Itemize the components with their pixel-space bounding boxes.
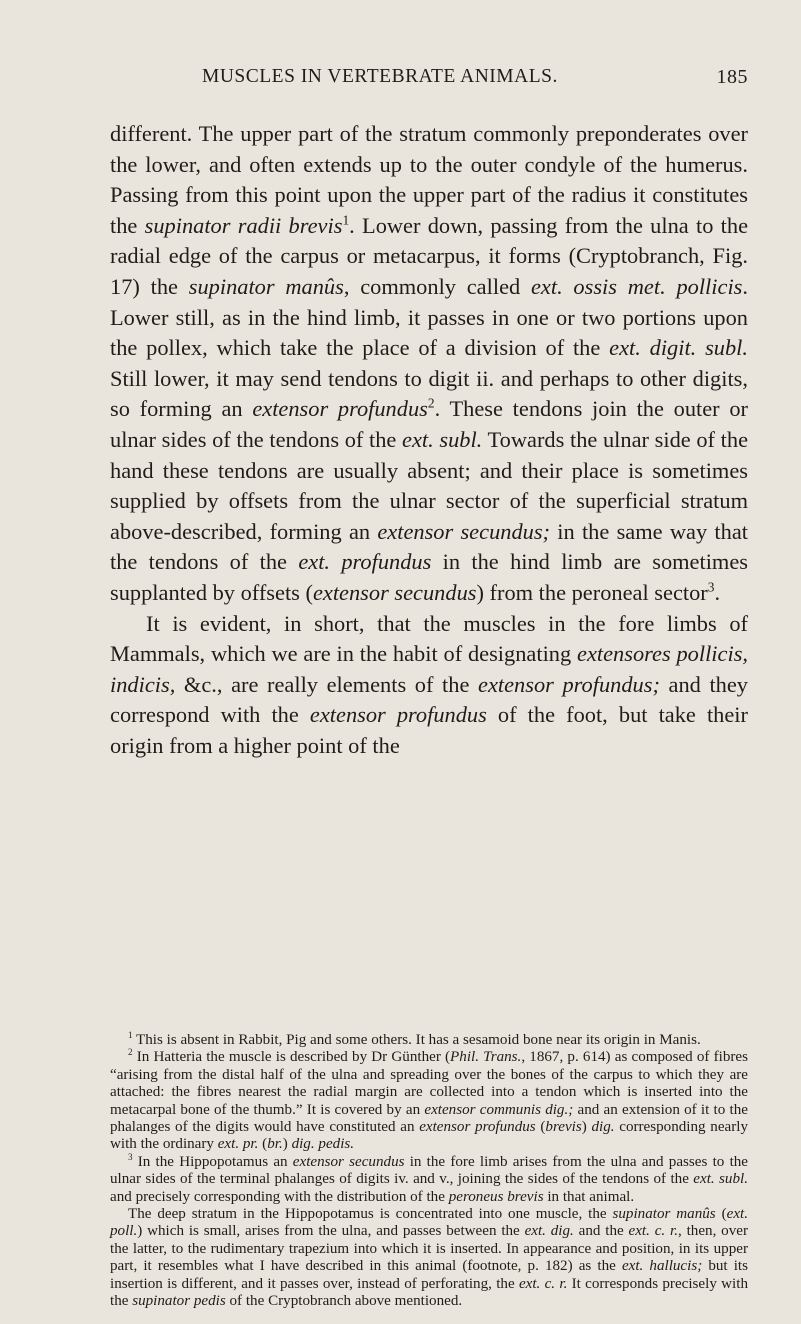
text-run: (	[258, 1136, 268, 1153]
italic-term: br.	[267, 1136, 283, 1153]
italic-term: dig. pedis.	[291, 1136, 355, 1153]
text-run: and an extension of it to the phalanges of the digits would have constituted an	[110, 1101, 748, 1136]
text-run: In Hatteria the muscle is described by Dr Günther (	[132, 1049, 451, 1066]
footnote-marker: 1	[128, 1029, 133, 1040]
footnote	[110, 1151, 749, 1206]
text-run: (	[715, 1206, 727, 1223]
text-run: It corresponds precisely with the	[110, 1275, 748, 1310]
footnote	[110, 1206, 748, 1310]
italic-term: ext. c. r.	[628, 1223, 678, 1240]
italic-term: ext. subl.	[402, 426, 483, 452]
text-run: (	[535, 1119, 546, 1136]
italic-term: extensor communis dig.;	[424, 1101, 574, 1118]
text-run: in the same way that the tendons of the	[110, 518, 748, 575]
text-run: but its insertion is different, and it passes over, instead of perforating, the	[110, 1258, 748, 1292]
italic-term: extensor secundus	[292, 1153, 405, 1170]
italic-term: supinator manûs	[612, 1206, 716, 1223]
italic-term: extensor profundus	[252, 396, 428, 422]
text-run: . Lower down, passing from the ulna to the radial edge of the carpus or metacarpus, it forms (Cryptobranch, Fig. 17) the	[110, 212, 749, 299]
running-title: MUSCLES IN VERTEBRATE ANIMALS.	[202, 66, 558, 87]
italic-term: ext. subl.	[693, 1171, 748, 1188]
footnote	[110, 1049, 748, 1153]
text-run: different. The upper part of the stratum commonly preponderates over the lower, and often extends up to the outer condyle of the humerus. Passing from this point upon the upper part of the radius it constitutes the	[110, 121, 748, 238]
text-run: In the Hippopotamus an	[132, 1153, 293, 1170]
text-run: Still lower, it may send tendons to digit ii. and perhaps to other digits, so forming an	[110, 365, 748, 422]
text-run: &c., are really elements of the	[175, 671, 478, 697]
italic-term: extensor secundus;	[377, 518, 551, 544]
text-run: Towards the ulnar side of the hand these tendons are usually absent; and their place is sometimes supplied by offsets from the ulnar sector of the superficial stratum above-described, forming an	[110, 426, 749, 544]
footnote-marker: 2	[427, 395, 435, 411]
footnote-marker: 3	[128, 1151, 133, 1162]
text-run: )	[581, 1119, 592, 1136]
main-text	[110, 119, 748, 761]
italic-term: ext. profundus	[298, 549, 432, 575]
page-number: 185	[716, 66, 748, 88]
text-run: corresponding nearly with the ordinary	[110, 1119, 748, 1153]
italic-term: peroneus brevis	[448, 1188, 544, 1205]
italic-term: ext. hallucis;	[621, 1258, 703, 1275]
text-run: in that animal.	[543, 1188, 635, 1205]
italic-term: ext. digit. subl.	[609, 335, 749, 361]
italic-term: dig.	[591, 1119, 615, 1136]
text-run: ) which is small, arises from the ulna, and passes between the	[137, 1223, 525, 1240]
italic-term: extensor profundus	[419, 1119, 536, 1136]
text-run: . Lower still, as in the hind limb, it passes in one or two portions upon the pollex, which take the place of a division of the	[110, 273, 748, 361]
text-run: .	[714, 579, 721, 605]
text-run: in the fore limb arises from the ulna and passes to the ulnar sides of the terminal phalanges of digits iv. and v., joining the sides of the tendons of the	[110, 1153, 749, 1188]
italic-term: extensor profundus;	[478, 671, 660, 697]
text-run: and they correspond with the	[110, 671, 748, 728]
italic-term: supinator manûs	[188, 273, 344, 299]
paragraph	[110, 609, 748, 762]
text-run: , 1867, p. 614) as composed of fibres “arising from the distal half of the ulna and spreading over the bones of the carpus to which they are attached: the fibres nearest the radial margin are collected into a tendon which is inserted into the metacarpal bone of the thumb.” It is covered by an	[110, 1049, 748, 1118]
italic-term: supinator pedis	[132, 1293, 226, 1310]
paragraph	[110, 119, 748, 609]
text-run: of the Cryptobranch above mentioned.	[225, 1293, 463, 1310]
footnote-marker: 3	[707, 579, 715, 595]
text-run: It is evident, in short, that the muscles in the fore limbs of Mammals, which we are in the habit of designating	[110, 610, 748, 667]
text-run: This is absent in Rabbit, Pig and some others. It has a sesamoid bone near its origin in Manis.	[132, 1032, 701, 1048]
footnote	[110, 1029, 748, 1049]
italic-term: extensores pollicis, indicis,	[110, 641, 749, 697]
text-run: in the hind limb are sometimes supplanted by offsets (	[110, 549, 749, 605]
footnotes	[110, 1029, 749, 1311]
text-run: of the foot, but take their origin from a higher point of the	[110, 702, 748, 758]
italic-term: brevis	[545, 1119, 582, 1136]
text-run: The deep stratum in the Hippopotamus is concentrated into one muscle, the	[128, 1206, 613, 1223]
italic-term: ext. c. r.	[518, 1275, 568, 1292]
text-run: ) from the peroneal sector	[476, 579, 708, 605]
text-run: , then, over the latter, to the rudimentary trapezium into which it is inserted. In appearance and position, in its upper part, it resembles what I have described in this animal (footnote, p. 182) as the	[110, 1223, 748, 1275]
italic-term: Phil. Trans.	[450, 1049, 522, 1066]
footnote-marker: 2	[128, 1047, 133, 1058]
italic-term: ext. pr.	[217, 1136, 259, 1153]
text-run: )	[282, 1136, 292, 1153]
text-run: . These tendons join the outer or ulnar sides of the tendons of the	[110, 396, 748, 452]
italic-term: extensor secundus	[312, 579, 477, 605]
text-run: and precisely corresponding with the distribution of the	[110, 1188, 449, 1205]
italic-term: ext. dig.	[524, 1223, 574, 1240]
italic-term: ext. ossis met. pollicis	[530, 273, 743, 299]
text-run: and the	[573, 1223, 629, 1240]
italic-term: extensor profundus	[309, 702, 487, 728]
footnote-marker: 1	[342, 212, 350, 228]
text-run: , commonly called	[343, 273, 531, 299]
italic-term: supinator radii brevis	[144, 212, 343, 238]
italic-term: ext. poll.	[110, 1206, 748, 1240]
